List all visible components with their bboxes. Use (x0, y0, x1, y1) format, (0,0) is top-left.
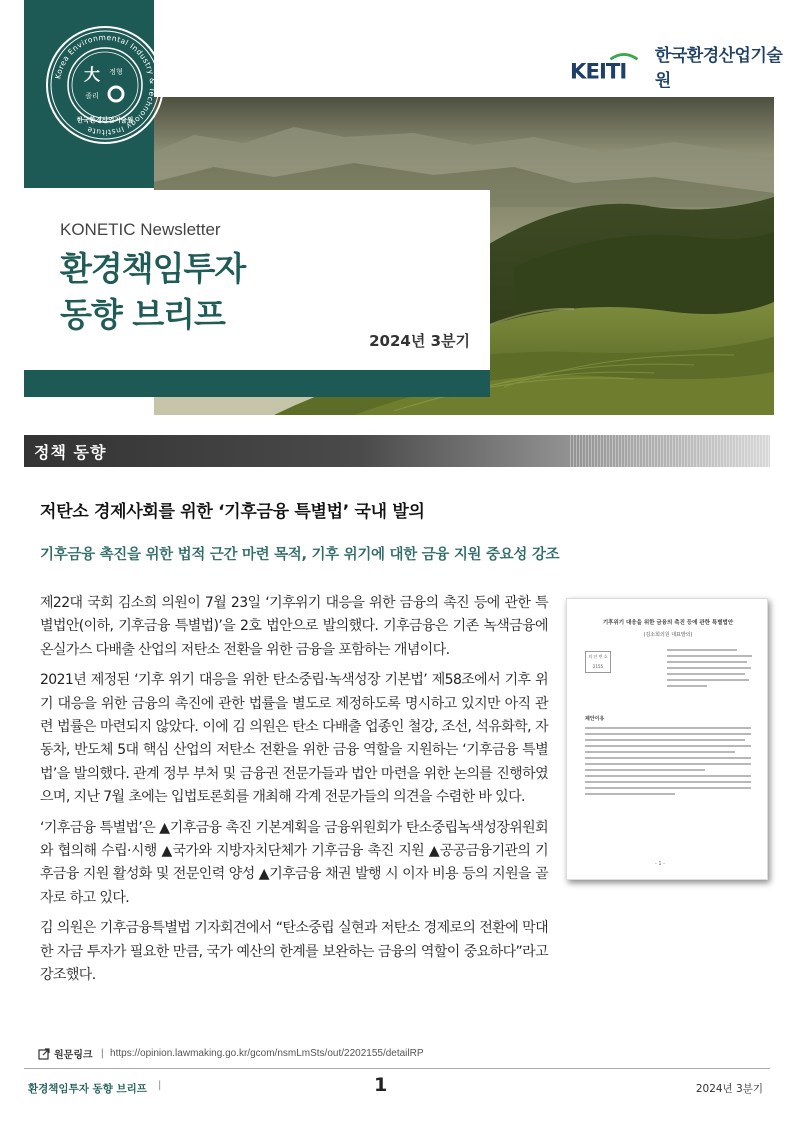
section-label: 정책 동향 (34, 443, 107, 462)
title-line-2: 동향 브리프 (60, 295, 225, 334)
title-bottom-bar (24, 370, 490, 397)
thumbnail-bill-box: 의 안 번 호 2155 (585, 651, 611, 673)
logo-mark: KEITI (570, 58, 627, 82)
thumbnail-page: - 1 - (655, 861, 665, 867)
article-body (40, 592, 548, 995)
footer-title: 환경책임투자 동향 브리프 (28, 1083, 147, 1095)
source-link-label: 원문링크 (54, 1050, 93, 1061)
footer-separator: | (158, 1080, 162, 1091)
seal-ring-text: Korea Environmental Industry & Technology Institute (53, 32, 158, 138)
title-card (24, 190, 490, 370)
source-link-url[interactable]: https://opinion.lawmaking.go.kr/gcom/nsmLmSts/out/2202155/detailRP (110, 1048, 424, 1059)
footer-divider (24, 1068, 770, 1069)
source-link-separator: | (100, 1048, 105, 1059)
thumbnail-subtitle: (김소희의원 대표발의) (643, 632, 693, 638)
thumbnail-section: 제안이유 (585, 716, 605, 722)
thumbnail-meta (667, 649, 757, 691)
page-number: 1 (374, 1074, 388, 1096)
article-subheadline: 기후금융 촉진을 위한 법적 근간 마련 목적, 기후 위기에 대한 금융 지원 중요성 강조 (40, 547, 560, 563)
external-link-icon (38, 1048, 50, 1060)
footer-quarter: 2024년 3분기 (695, 1083, 763, 1095)
page-title (60, 246, 245, 338)
newsletter-label: KONETIC Newsletter (60, 220, 221, 239)
seal-char-2: 졸리 (85, 92, 99, 100)
article-paragraph: 2021년 제정된 ‘기후 위기 대응을 위한 탄소중립·녹색성장 기본법’ 제58조에서 기후 위기 대응을 위한 금융의 촉진에 관한 법률을 별도로 제정하도록 명시하고 있지만 아직 관련 법률은 마련되지 않았다. 이에 김 의원은 탄소 다배출 업종인 철강, 조선, 석유화학, 자동차, 반도체 5대 핵심 산업의 저탄소 전환을 위한 금융 역할을 지원하는 ‘기후금융 특별법’을 발의했다. 관계 정부 부처 및 금융권 전문가들과 법안 마련을 위한 논의를 진행하였으며, 지난 7월 초에는 입법토론회를 개최해 각계 전문가들의 의견을 수렴한 바 있다. (40, 672, 548, 806)
article-paragraph: 김 의원은 기후금융특별법 기자회견에서 “탄소중립 실현과 저탄소 경제로의 전환에 막대한 자금 투자가 필요한 만큼, 국가 예산의 한계를 보완하는 금융의 역할이 중요하다”라고 강조했다. (40, 920, 548, 984)
article-paragraph: ‘기후금융 특별법’은 ▲기후금융 촉진 기본계획을 금융위원회가 탄소중립녹색성장위원회와 협의해 수립·시행 ▲국가와 지방자치단체가 기후금융 촉진 지원 ▲공공금융기관의 기후금융 지원 활성화 및 전문인력 양성 ▲기후금융 채권 발행 시 이자 비용 등의 지원을 골자로 하고 있다. (40, 819, 548, 906)
issue-quarter: 2024년 3분기 (369, 332, 470, 350)
institute-seal-icon (44, 24, 166, 146)
article-headline: 저탄소 경제사회를 위한 ‘기후금융 특별법’ 국내 발의 (40, 502, 425, 522)
thumbnail-body (585, 727, 751, 799)
keiti-logo[interactable] (570, 46, 793, 91)
seal-char-1: 정형 (109, 68, 123, 76)
seal-bottom-text: 한국환경산업기술원 (76, 116, 134, 124)
title-line-1: 환경책임투자 (60, 249, 246, 288)
bill-document-thumbnail[interactable] (566, 598, 768, 880)
source-link-row (38, 1046, 424, 1061)
banner-stripes (570, 435, 770, 467)
keiti-logo-icon (570, 50, 651, 82)
section-banner (24, 435, 770, 467)
svg-text:大: 大 (83, 65, 101, 84)
thumbnail-title: 기후위기 대응을 위한 금융의 촉진 등에 관한 특별법안 (602, 620, 734, 626)
logo-text: 한국환경산업기술원 (654, 46, 783, 91)
article-paragraph: 제22대 국회 김소희 의원이 7월 23일 ‘기후위기 대응을 위한 금융의 촉진 등에 관한 특별법안(이하, 기후금융 특별법)’을 2호 법안으로 발의했다. 기후금융은 기존 녹색금융에 온실가스 다배출 산업의 저탄소 전환을 위한 금융을 포함하는 개념이다. (40, 595, 548, 658)
